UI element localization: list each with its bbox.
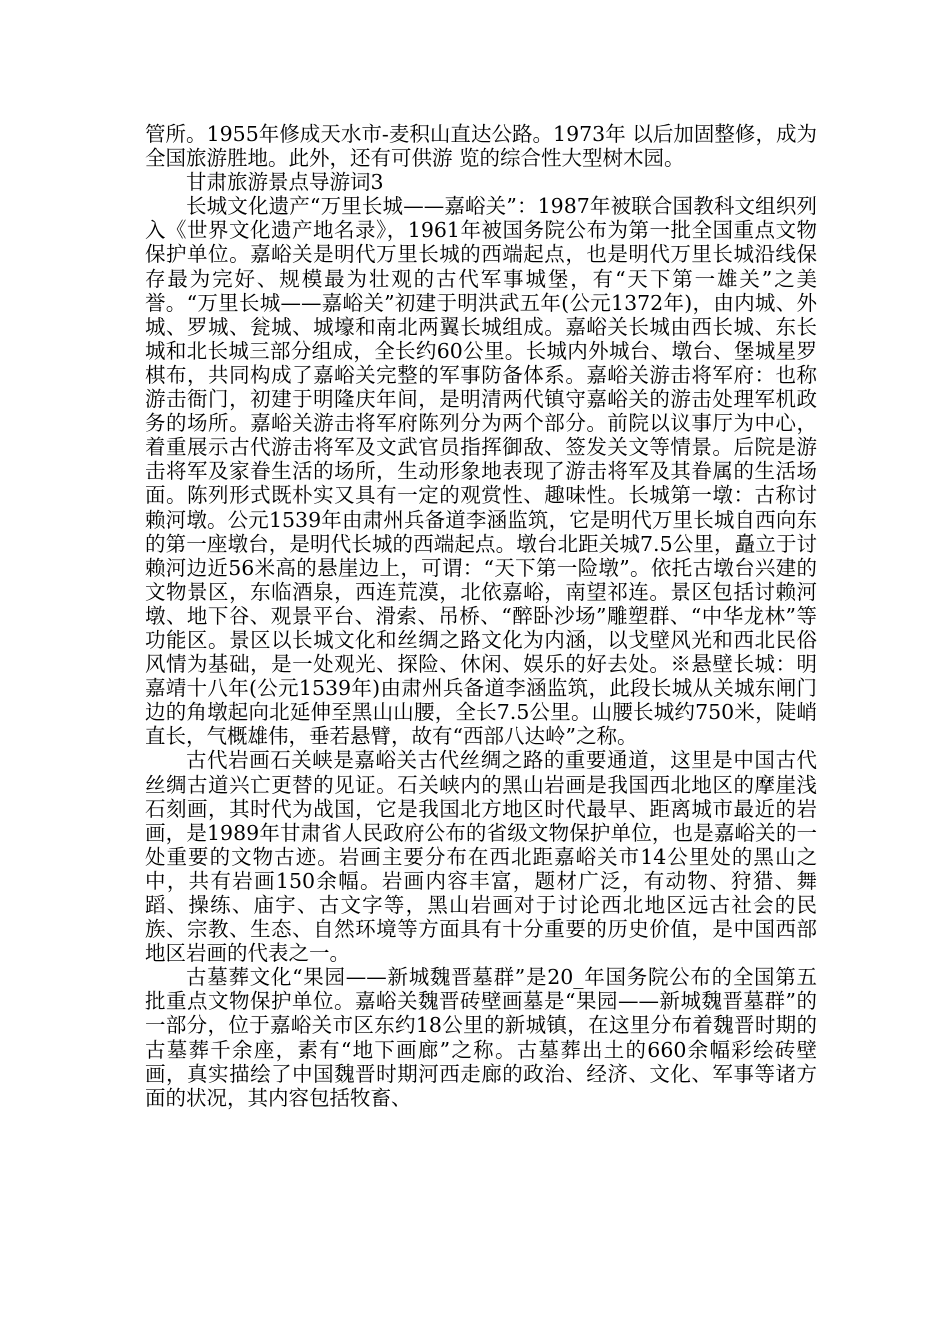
paragraph-jiayuguan-great-wall: 长城文化遗产“万里长城——嘉峪关”：1987年被联合国教科文组织列入《世界文化遗产地名录》，1961年被国务院公布为第一批全国重点文物保护单位。嘉峪关是明代万里长城的西端起点，也是明代万里长城沿线保存最为完好、规模最为壮观的古代军事城堡，有“天下第一雄关”之美誉。“万里长城——嘉峪关”初建于明洪武五年(公元1372年)，由内城、外城、罗城、瓮城、城壕和南北两翼长城组成。嘉峪关长城由西长城、东长城和北长城三部分组成，全长约60公里。长城内外城台、墩台、堡城星罗棋布，共同构成了嘉峪关完整的军事防备体系。嘉峪关游击将军府：也称游击衙门，初建于明隆庆年间，是明清两代镇守嘉峪关的游击处理军机政务的场所。嘉峪关游击将军府陈列分为两个部分。前院以议事厅为中心，着重展示古代游击将军及文武官员指挥御敌、签发关文等情景。后院是游击将军及家眷生活的场所，生动形象地表现了游击将军及其眷属的生活场面。陈列形式既朴实又具有一定的观赏性、趣味性。长城第一墩：古称讨赖河墩。公元1539年由肃州兵备道李涵监筑，它是明代万里长城自西向东的第一座墩台，是明代长城的西端起点。墩台北距关城7.5公里，矗立于讨赖河边近56米高的悬崖边上，可谓：“天下第一险墩”。依托古墩台兴建的文物景区，东临酒泉，西连荒漠，北依嘉峪，南望祁连。景区包括讨赖河墩、地下谷、观景平台、滑索、吊桥、“醉卧沙场”雕塑群、“中华龙林”等功能区。景区以长城文化和丝绸之路文化为内涵，以戈壁风光和西北民俗风情为基础，是一处观光、探险、休闲、娱乐的好去处。※悬壁长城：明嘉靖十八年(公元1539年)由肃州兵备道李涵监筑，此段长城从关城东闸门边的角墩起向北延伸至黑山山腰，全长7.5公里。山腰长城约750米，陡峭直长，气概雄伟，垂若悬臂，故有“西部八达岭”之称。 [145,194,817,749]
paragraph-rock-paintings: 古代岩画石关峡是嘉峪关古代丝绸之路的重要通道，这里是中国古代丝绸古道兴亡更替的见证。石关峡内的黑山岩画是我国西北地区的摩崖浅石刻画，其时代为战国，它是我国北方地区时代最早、距离城市最近的岩画，是1989年甘肃省人民政府公布的省级文物保护单位，也是嘉峪关的一处重要的文物古迹。岩画主要分布在西北距嘉峪关市14公里处的黑山之中，共有岩画150余幅。岩画内容丰富，题材广泛，有动物、狩猎、舞蹈、操练、庙宇、古文字等，黑山岩画对于讨论西北地区远古社会的民族、宗教、生态、自然环境等方面具有十分重要的历史价值，是中国西部地区岩画的代表之一。 [145,748,817,966]
paragraph-ancient-tombs: 古墓葬文化“果园——新城魏晋墓群”是20_年国务院公布的全国第五批重点文物保护单位。嘉峪关魏晋砖壁画墓是“果园——新城魏晋墓群”的一部分，位于嘉峪关市区东约18公里的新城镇，在这里分布着魏晋时期的古墓葬千余座，素有“地下画廊”之称。古墓葬出土的660余幅彩绘砖壁画，真实描绘了中国魏晋时期河西走廊的政治、经济、文化、军事等诸方面的状况，其内容包括牧畜、 [145,965,817,1110]
document-page [145,122,817,1110]
paragraph-tianshui-ending: 管所。1955年修成天水市-麦积山直达公路。1973年 以后加固整修，成为全国旅游胜地。此外，还有可供游 览的综合性大型树木园。 [145,122,817,171]
section-heading: 甘肃旅游景点导游词3 [186,170,384,195]
